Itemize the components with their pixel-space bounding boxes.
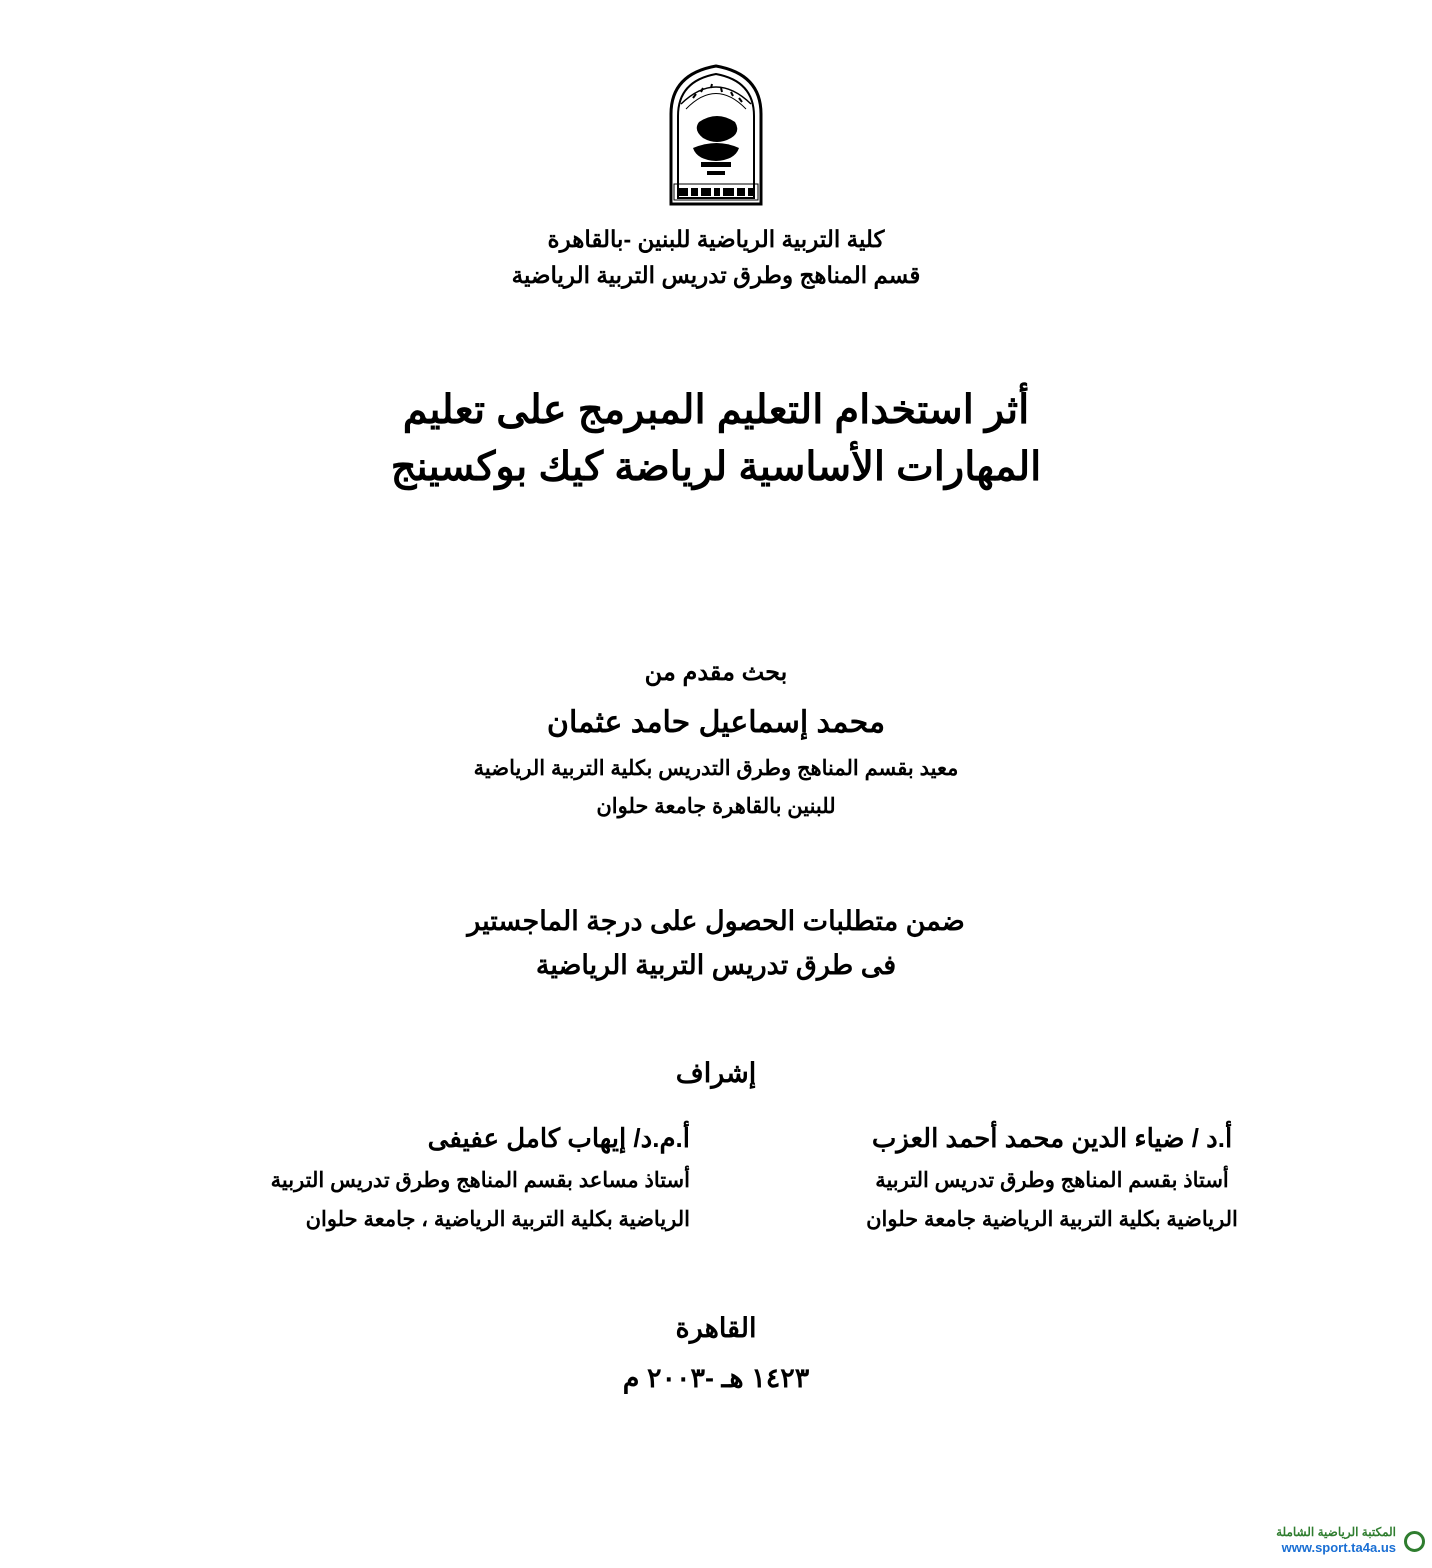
publication-info: [0, 1308, 1432, 1400]
degree-statement: [0, 900, 1432, 987]
page-title: [0, 382, 1432, 496]
title-line-2: المهارات الأساسية لرياضة كيك بوكسينج: [390, 444, 1042, 489]
supervisor-1: [742, 1120, 1362, 1237]
watermark-inner: [1276, 1525, 1422, 1556]
watermark-text: [1276, 1525, 1396, 1556]
supervisor-2-title-line-1: أستاذ مساعد بقسم المناهج وطرق تدريس التربية: [270, 1168, 690, 1192]
logo-container: [0, 52, 1432, 207]
supervisor-1-title-line-2: الرياضية بكلية التربية الرياضية جامعة حلوان: [866, 1208, 1238, 1232]
author-name: محمد إسماعيل حامد عثمان: [546, 706, 886, 739]
degree-line-2: فى طرق تدريس التربية الرياضية: [535, 949, 897, 980]
supervisor-2-title-line-2: الرياضية بكلية التربية الرياضية ، جامعة حلوان: [305, 1208, 690, 1232]
supervisor-2-name: أ.م.د/ إيهاب كامل عفيفى: [427, 1123, 690, 1153]
supervisors-list: [70, 1120, 1362, 1237]
author-affiliation-line-2: للبنين بالقاهرة جامعة حلوان: [596, 795, 836, 819]
watermark-logo-icon: [1402, 1527, 1422, 1553]
university-seal-icon: [641, 52, 791, 207]
author-affiliation-line-1: معيد بقسم المناهج وطرق التدريس بكلية التربية الرياضية: [473, 757, 959, 780]
institution-header: [0, 222, 1432, 293]
city-label: القاهرة: [675, 1313, 757, 1343]
watermark-arabic-label: المكتبة الرياضية الشاملة: [1276, 1524, 1396, 1539]
supervisor-1-title-line-1: أستاذ بقسم المناهج وطرق تدريس التربية: [875, 1168, 1229, 1192]
supervisor-2: [70, 1120, 702, 1237]
submitted-by-label: بحث مقدم من: [644, 659, 788, 686]
faculty-line: كلية التربية الرياضية للبنين -بالقاهرة: [547, 226, 885, 252]
title-line-1: أثر استخدام التعليم المبرمج على تعليم: [402, 388, 1030, 432]
department-line: قسم المناهج وطرق تدريس التربية الرياضية: [511, 261, 921, 288]
date-label: ١٤٢٣ هـ -٢٠٠٣ م: [622, 1362, 810, 1393]
supervisor-1-name: أ.د / ضياء الدين محمد أحمد العزب: [871, 1123, 1233, 1153]
supervision-heading: إشراف: [675, 1058, 757, 1088]
submission-block: [0, 655, 1432, 824]
degree-line-1: ضمن متطلبات الحصول على درجة الماجستير: [467, 906, 965, 936]
watermark: [0, 1525, 1432, 1556]
watermark-url[interactable]: www.sport.ta4a.us: [1281, 1539, 1396, 1555]
